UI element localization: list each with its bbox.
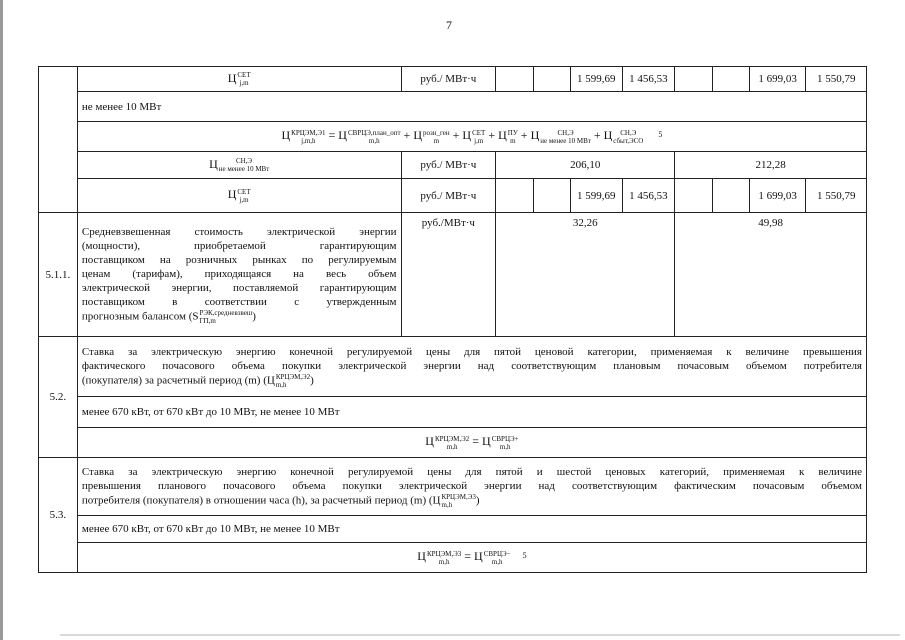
value-cell (496, 67, 533, 92)
table-row (39, 213, 867, 337)
category-label: менее 670 кВт, от 670 кВт до 10 МВт, не менее 10 МВт (77, 397, 866, 428)
item-number: 5.2. (39, 337, 78, 458)
value-cell: 1 699,03 (749, 179, 806, 213)
category-label: не менее 10 МВт (77, 92, 866, 122)
value-cell: 1 550,79 (806, 67, 867, 92)
value-cell: 212,28 (675, 152, 867, 179)
value-cell (533, 67, 570, 92)
item-description: Средневзвешенная стоимость электрической энергии (мощности), приобретаемой гарантирующим поставщиком на розничных рынках по регулируемым ценам (тарифам), приходящаяся на весь объем электрической энергии, поставляемой гарантирующим поставщиком в соответствии с утвержденным прогнозным балансом (S РЭК,средневзвеш ГП,m ) (77, 213, 401, 337)
value-cell: 1 699,03 (749, 67, 806, 92)
value-cell: 1 599,69 (570, 179, 622, 213)
item-number: 5.3. (39, 458, 78, 573)
value-cell: 1 456,53 (622, 67, 675, 92)
table-row (39, 92, 867, 122)
value-cell: 49,98 (675, 213, 867, 337)
item-description: Ставка за электрическую энергию конечной регулируемой цены для пятой ценовой категории, применяемая к величине превышения фактического почасового объема покупки электрической энергии над соответствующим плановым почасовым объемом потребителя (покупателя) за расчетный период (m) (Ц КРЦЭМ,Э2 m,h ) (77, 337, 866, 397)
scan-edge-left (0, 0, 3, 640)
table-row (39, 179, 867, 213)
table-row (39, 516, 867, 543)
footnote-mark: 5 (522, 551, 527, 561)
unit-cell: руб./ МВт·ч (401, 152, 496, 179)
table-row (39, 122, 867, 152)
unit-cell: руб./ МВт·ч (401, 67, 496, 92)
table-row (39, 458, 867, 516)
value-cell: 206,10 (496, 152, 675, 179)
scan-edge-bottom (60, 634, 900, 636)
value-cell (675, 179, 712, 213)
page-number: 7 (446, 18, 452, 32)
tariff-table (38, 66, 867, 573)
value-cell: 1 456,53 (622, 179, 675, 213)
formula-krcem-e3: Ц КРЦЭМ,Э3 m,h = Ц СВРЦЭ− m,h $^5$ (417, 549, 527, 566)
formula-row (77, 543, 866, 573)
item-number: 5.1.1. (39, 213, 78, 337)
footnote-mark: 5 (658, 130, 663, 140)
table-row (39, 428, 867, 458)
formula-cell: Ц СЕТ j,m (77, 179, 401, 213)
formula-row (77, 428, 866, 458)
value-cell: 1 550,79 (806, 179, 867, 213)
table-row (39, 337, 867, 397)
formula-krcem-e2: Ц КРЦЭМ,Э2 m,h = Ц СВРЦЭ+ m,h (425, 434, 519, 451)
item-description: Ставка за электрическую энергию конечной регулируемой цены для пятой и шестой ценовых категорий, применяемая к величине превышения планового почасового объема покупки электрической энергии над соответствующим фактическим почасовым объемом потребителя (покупателя) в отношении часа (h), за расчетный период (m) (Ц КРЦЭМ,Э3 m,h ) (77, 458, 866, 516)
unit-cell: руб./ МВт·ч (401, 179, 496, 213)
formula-cell: Ц СН,Э не менее 10 МВт (77, 152, 401, 179)
table-row (39, 397, 867, 428)
value-cell (712, 67, 749, 92)
formula-row (77, 122, 866, 152)
formula-krcem-e1: Ц КРЦЭМ,Э1 j,m,h = Ц СВРЦЭ,план_опт m,h + Ц розн_ген m + Ц СЕТ j,m + Ц ПУ m + Ц СН,Э не менее 10 МВт + Ц СН,Э сбыт,ЭСО $^5$ (281, 128, 663, 145)
value-cell: 32,26 (496, 213, 675, 337)
table-row (39, 152, 867, 179)
formula-cell: Ц СЕТ j,m (77, 67, 401, 92)
value-cell (675, 67, 712, 92)
table-row (39, 543, 867, 573)
unit-cell: руб./МВт·ч (401, 213, 496, 337)
table-row (39, 67, 867, 92)
value-cell (533, 179, 570, 213)
value-cell (712, 179, 749, 213)
value-cell (496, 179, 533, 213)
value-cell: 1 599,69 (570, 67, 622, 92)
number-cell (39, 67, 78, 213)
category-label: менее 670 кВт, от 670 кВт до 10 МВт, не менее 10 МВт (77, 516, 866, 543)
